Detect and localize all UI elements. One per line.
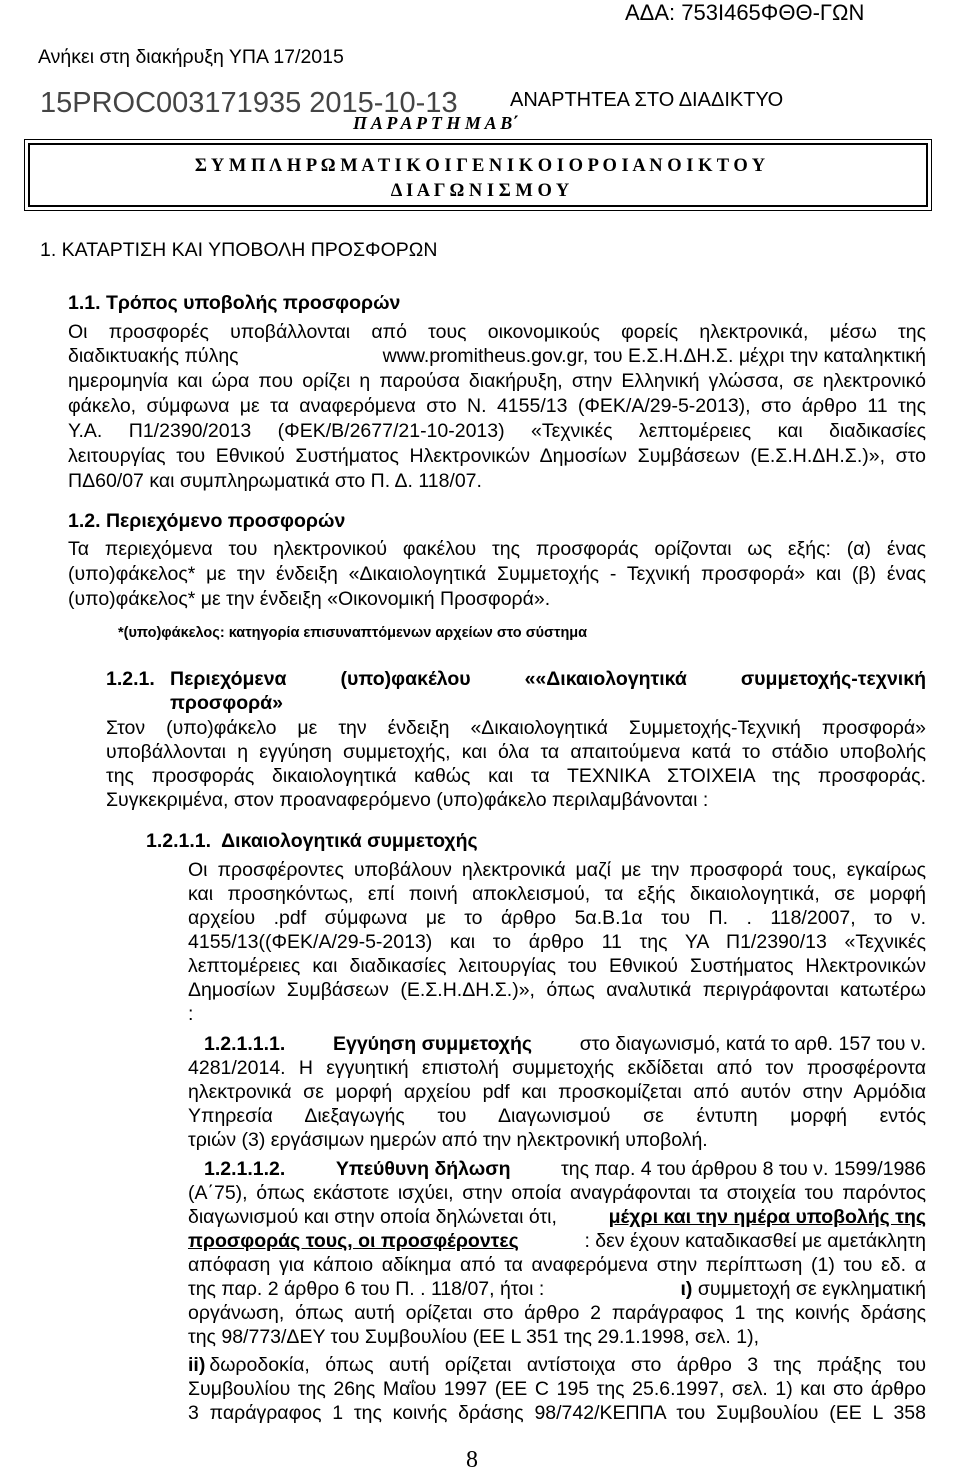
annex-title: Π Α Ρ Α Ρ Τ Η Μ Α Β΄ xyxy=(353,113,519,133)
s12112-line-9 xyxy=(188,1352,926,1379)
s12111-line-2: 4281/2014. Η εγγυητική επιστολή συμμετοχής εκδίδεται από τον προσφέροντα xyxy=(188,1057,926,1079)
s11-line-5: Υ.Α. Π1/2390/2013 (ΦΕΚ/Β/2677/21-10-2013) «Τεχνικές λεπτομέρειες και διαδικασίες xyxy=(68,420,926,442)
s11-line-2-right xyxy=(383,343,926,370)
subfolder-note: *(υπο)φάκελος: κατηγορία επισυναπτόμενων αρχείων στο σύστημα xyxy=(118,625,588,641)
s12111-line-3: ηλεκτρονικά σε μορφή αρχείου pdf και προσκομίζεται από αυτόν στην Αρμόδια xyxy=(188,1081,926,1103)
item-ii-marker: ii) xyxy=(188,1354,206,1376)
s1211-line-2: και προσηκόντως, επί ποινή αποκλεισμού, τα εξής δικαιολογητικά, σε μορφή xyxy=(188,883,926,905)
s1211-heading: 1.2.1.1. Δικαιολογητικά συμμετοχής xyxy=(146,830,478,852)
s12112-line-6b: συμμετοχή σε εγκληματική xyxy=(697,1278,926,1300)
s12112-line-2: (Α΄75), όπως εκάστοτε ισχύει, στην οποία αναγράφονται τα στοιχεία του παρόντος xyxy=(188,1182,926,1204)
s1211-line-5: λεπτομέρειες και διαδικασίες λειτουργίας του Εθνικού Συστήματος Ηλεκτρονικών xyxy=(188,955,926,977)
posted-online-label: ΑΝΑΡΤΗΤΕΑ ΣΤΟ ΔΙΑΔΙΚΤΥΟ xyxy=(510,89,784,111)
s12112-title: Υπεύθυνη δήλωση xyxy=(335,1158,511,1180)
s12112-line-1-rest: της παρ. 4 του άρθρου 8 του ν. 1599/1986 xyxy=(561,1158,926,1180)
s12112-number: 1.2.1.1.2. xyxy=(204,1158,286,1180)
s12112-line-6a: της παρ. 2 άρθρο 6 του Π. . 118/07, ήτοι : xyxy=(188,1278,545,1300)
page-number: 8 xyxy=(466,1447,478,1473)
ada-code: ΑΔΑ: 753Ι465ΦΘΘ-ΓΩΝ xyxy=(625,0,865,25)
s12112-line-9b: δωροδοκία, όπως αυτή ορίζεται αντίστοιχα στο άρθρο 3 της πράξης του xyxy=(209,1354,926,1376)
s12111-number: 1.2.1.1.1. xyxy=(204,1033,286,1055)
s12112-line-4b: : δεν έχουν καταδικασθεί με αμετάκλητη xyxy=(584,1230,926,1252)
s12112-line-6-right xyxy=(680,1276,926,1303)
s12112-line-8: της 98/773/ΔΕΥ του Συμβουλίου (ΕΕ L 351 της 29.1.1998, σελ. 1), xyxy=(188,1326,760,1348)
s121-heading-line-1: Περιεχόμενα (υπο)φακέλου ««Δικαιολογητικά συμμετοχής-τεχνική xyxy=(170,668,926,690)
s1211-line-1: Οι προσφέροντες υποβάλουν ηλεκτρονικά μαζί με την προσφορά τους, εγκαίρως xyxy=(188,859,926,881)
s12112-line-4 xyxy=(188,1228,926,1255)
s121-line-4: Συγκεκριμένα, στον προαναφερόμενο (υπο)φάκελο περιλαμβάνονται : xyxy=(106,789,709,811)
s12112-line-10: Συμβουλίου της 26ης Μαΐου 1997 (ΕΕ C 195 της 25.6.1997, σελ. 1) και στο άρθρο xyxy=(188,1378,926,1400)
box-title-line1: Σ Υ Μ Π Λ Η Ρ Ω Μ Α Τ Ι Κ Ο Ι Γ Ε Ν Ι Κ Ο Ι Ο Ρ Ο Ι Α Ν Ο Ι Κ Τ Ο Υ xyxy=(194,156,766,176)
s11-line-3: ημερομηνία και ώρα που ορίζει η παρούσα διακήρυξη, στην Ελληνική γλώσσα, σε ηλεκτρονικό xyxy=(68,370,926,392)
s12112-line-3a: διαγωνισμού και στην οποία δηλώνεται ότι, xyxy=(188,1206,557,1228)
section-1-1-heading: 1.1. Τρόπος υποβολής προσφορών xyxy=(68,292,401,314)
s11-line-7: ΠΔ60/07 και συμπληρωματικά στο Π. Δ. 118/07. xyxy=(68,470,482,492)
box-title-line2: Δ Ι Α Γ Ω Ν Ι Σ Μ Ο Υ xyxy=(390,181,570,201)
s11-line-6: λειτουργίας του Εθνικού Συστήματος Ηλεκτρονικών Δημοσίων Συμβάσεων (Ε.Σ.Η.ΔΗ.Σ.)», στο xyxy=(68,445,926,467)
s12-line-3: (υπο)φάκελος* με την ένδειξη «Οικονομική Προσφορά». xyxy=(68,588,551,610)
s11-line-2a: διαδικτυακής πύλης xyxy=(68,345,239,367)
s12112-line-4-underlined: προσφοράς τους, οι προσφέροντες xyxy=(188,1230,519,1252)
s12112-line-5: απόφαση για κάποιο αδίκημα από τα αναφερόμενα στην περίπτωση (1) του εδ. α xyxy=(188,1254,926,1276)
promitheus-link[interactable]: www.promitheus.gov.gr xyxy=(382,345,583,367)
s12-line-2: (υπο)φάκελος* με την ένδειξη «Δικαιολογητικά Συμμετοχής - Τεχνική προσφορά» και (β) ένας xyxy=(68,563,926,585)
s121-heading-line-2: προσφορά» xyxy=(170,692,284,714)
s12111-line-5: τριών (3) εργάσιμων ημερών από την ηλεκτρονική υποβολή. xyxy=(188,1129,708,1151)
s11-line-2 xyxy=(68,343,926,370)
s121-line-1: Στον (υπο)φάκελο με την ένδειξη «Δικαιολογητικά Συμμετοχής-Τεχνική προσφορά» xyxy=(106,717,926,739)
s12-line-1: Τα περιεχόμενα του ηλεκτρονικού φακέλου της προσφοράς ορίζονται ως εξής: (α) ένας xyxy=(68,538,926,560)
s12111-line-1 xyxy=(204,1031,926,1058)
section-1-title: 1. ΚΑΤΑΡΤΙΣΗ ΚΑΙ ΥΠΟΒΟΛΗ ΠΡΟΣΦΟΡΩΝ xyxy=(40,239,438,261)
s11-line-4: φάκελο, σύμφωνα με τα αναφερόμενα στο Ν. 4155/13 (ΦΕΚ/Α/29-5-2013), στο άρθρο 11 της xyxy=(68,395,926,417)
s12112-line-6 xyxy=(188,1276,926,1303)
s121-number: 1.2.1. xyxy=(106,668,155,690)
s121-line-2: υποβάλλονται η εγγύηση συμμετοχής, και όλα τα απαιτούμενα κατά το στάδιο υποβολής xyxy=(106,741,926,763)
section-1-2-heading: 1.2. Περιεχόμενο προσφορών xyxy=(68,510,346,532)
s12111-line-4: Υπηρεσία Διεξαγωγής του Διαγωνισμού σε έντυπη μορφή εντός xyxy=(188,1105,926,1127)
s12112-line-3-underlined: μέχρι και την ημέρα υποβολής της xyxy=(608,1206,926,1228)
s1211-line-7: : xyxy=(188,1003,194,1025)
s11-line-2b: , του Ε.Σ.Η.ΔΗ.Σ. μέχρι την καταληκτική xyxy=(582,345,926,367)
s121-line-3: της προσφοράς δικαιολογητικά καθώς και τα ΤΕΧΝΙΚΑ ΣΤΟΙΧΕΙΑ της προσφοράς. xyxy=(106,765,926,787)
s12111-title: Εγγύηση συμμετοχής xyxy=(332,1033,533,1055)
s12112-line-3 xyxy=(188,1204,926,1231)
s12112-line-11: 3 παράγραφος 1 της κοινής δράσης 98/742/ΚΕΠΠΑ του Συμβουλίου (ΕΕ L 358 xyxy=(188,1402,926,1424)
s12111-line-1-rest: στο διαγωνισμό, κατά το αρθ. 157 του ν. xyxy=(579,1033,926,1055)
s1211-line-4: 4155/13((ΦΕΚ/Α/29-5-2013) και το άρθρο 11 της ΥΑ Π1/2390/13 «Τεχνικές xyxy=(188,931,926,953)
belongs-to-notice: Ανήκει στη διακήρυξη ΥΠΑ 17/2015 xyxy=(38,46,344,68)
s12112-line-7: οργάνωση, όπως αυτή ορίζεται στο άρθρο 2 παράγραφος 1 της κοινής δράσης xyxy=(188,1302,926,1324)
s1211-line-6: Δημοσίων Συμβάσεων (Ε.Σ.Η.ΔΗ.Σ.)», όπως αναλυτικά περιγράφονται κατωτέρω xyxy=(188,979,926,1001)
proc-number: 15PROC003171935 2015-10-13 xyxy=(40,87,458,119)
s1211-line-3: αρχείου .pdf σύμφωνα με το άρθρο 5α.Β.1α του Π. . 118/2007, το ν. xyxy=(188,907,926,929)
item-i-marker: ι) xyxy=(680,1278,693,1300)
s12112-line-1 xyxy=(204,1156,926,1183)
s11-line-1: Οι προσφορές υποβάλλονται από τους οικονομικούς φορείς ηλεκτρονικά, μέσω της xyxy=(68,321,926,343)
